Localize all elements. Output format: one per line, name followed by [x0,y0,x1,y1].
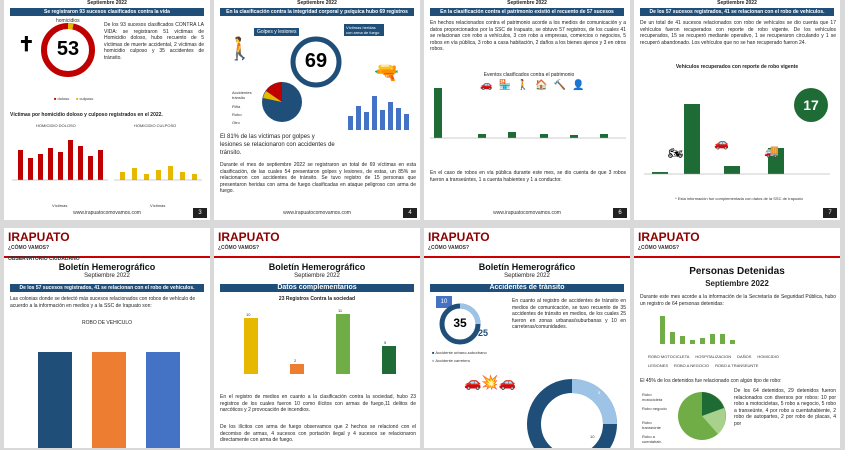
month-label: Septiembre 2022 [507,0,547,6]
total-number: 35 [453,316,467,330]
chart2-title: HOMICIDIO CULPOSO [134,123,177,128]
summary-text-2: De los 64 detenidos, 29 detenidos fueron relacionados con diversos por robos: 10 por robo a motocicletas, 5 robo a negocio, 5 robo a transeúnte, 4 por robo a cuentahabiente, 2 robo de autopartes, 2 por robo de placas, 4 por [734,388,836,427]
page-6 [424,0,630,220]
legend-doloso: ■ doloso [54,96,70,101]
month-label: Septiembre 2022 [87,0,127,6]
header [4,228,210,262]
summary-text-2: De los ilícitos con arma de fuego observamos que 2 hechos se relacionó con el decomiso de armas, 4 sucesos con portación ilegal y 4 sucesos se relacionaron directamente con arma de fuego. [220,424,416,443]
summary-text: Durante este mes acorde a la información de la Secretaría de Seguridad Pública, hubo un registro de 64 personas detenidas: [640,294,836,307]
subtitle: El 45% de los detenidos fue relacionado con algún tipo de robo: [640,378,782,384]
truck-icon: 🚚 [764,144,779,158]
pie-legend-3: Robo [232,112,242,117]
homicide-bars-chart [10,130,204,200]
month-label: Septiembre 2022 [705,279,769,288]
subtitle: Víctimas por homicidio doloso y culposo registrados en el 2022. [10,112,163,118]
page-title: Personas Detenidas [689,266,785,277]
gun-icon: 🔫 [374,62,399,84]
summary-text: En hechos relacionados contra el patrimonio acorde a los medios de comunicación y a datos proporcionados por la SSC de Irapuato, se obtuvo 57 registros, de los cuales 41 se relacionan con robo a vehículos, 3 con robo a empresas, comercios o negocios, 5 robos en vía pública, 3 robo a casa habitación, 2 daños a los bienes ajenos y 3 en otros robos. [430,20,626,52]
injury-pie [258,78,306,126]
page-3 [4,0,210,220]
summary-text: De un total de 41 sucesos relacionados con robo de vehículos se dio cuenta que 17 vehículos fueron recuperados con reporte de robo vigente. De los vehículos recuperados, 15 se recuperó mediante operativo, 1 se recuperaron circulando y 1 se recuperó abandonado. Los vehículos que no se han recuperado fueron 24. [640,20,836,46]
page-8 [4,228,210,448]
society-bars-chart [220,308,416,378]
legend-urban: ■ Accidente urbano-suburbano [432,350,487,355]
page-title: Boletín Hemerográfico [58,262,156,272]
bar-label-3: 11 [338,308,343,313]
legend-culposo: ■ culposo [76,96,94,101]
big-number: 69 [304,50,328,72]
summary-text: En cuanto al registro de accidentes de tránsito en medios de comunicación, se tuvo recuento de 35 accidentes de tránsito en medios, de los cuales 25 fueron en zonas urbanas/suburbanas y 10 en carreteras/comunidades. [512,298,626,330]
donut-label-2: 10 [590,434,595,439]
page-number: 6 [613,208,627,218]
page-title: Boletín Hemerográfico [478,262,576,272]
count-urban: 25 [478,328,489,338]
footer-url[interactable]: www.irapuatocomovamos.com [493,210,561,216]
crime-icons: 🚗🏪🚶🏠🔨👤 [480,80,591,91]
banner: Datos complementarios [220,284,414,292]
subtitle: 23 Registros Contra la sociedad [278,296,356,302]
page-7 [634,0,840,220]
footer-url[interactable]: www.irapuatocomovamos.com [283,210,351,216]
page-title: Boletín Hemerográfico [268,262,366,272]
donut-label-1: 5 [598,390,601,395]
count-small: 10 [436,296,452,308]
brand-logo: IRAPUATO ¿CÓMO VAMOS? [638,230,700,251]
page-number: 7 [823,208,837,218]
chart1-title: HOMICIDIO DOLOSO [36,123,76,128]
brand-logo: IRAPUATO ¿CÓMO VAMOS? [428,230,490,251]
brand-logo: IRAPUATO ¿CÓMO VAMOS? OBSERVATORIO CIUDADANO [8,230,80,262]
legend-highway: ■ Accidente carretero [432,358,470,363]
big-number: 17 [794,88,828,122]
summary-text: De los 93 sucesos clasificados CONTRA LA VIDA: se registraron 51 víctimas de Homicidio doloso, hubo recuento de 5 víctimas de muerte accidental, 2 víctimas de homicidio culposo y 35 accidentes de tránsito. [104,22,204,61]
summary-text-2: Durante el mes de septiembre 2022 se registraron un total de 69 víctimas en esta clasificación, de las cuales 54 presentaron golpes y lesiones, de estas, un 85% se relacionaron con accidentes de tránsito. Se tuvo registro de 15 personas que presentaron heridas con arma de fuego clasificadas en ataque peligroso con arma de fuego. [220,162,416,194]
pie-legend-1: Accidentes tránsito [232,90,252,100]
month-label: Septiembre 2022 [294,273,340,279]
banner: De los 57 sucesos registrados, 41 se relacionan con el robo de vehículos. [10,284,204,292]
brand-logo: IRAPUATO ¿CÓMO VAMOS? [218,230,280,251]
detentions-bars-chart [640,312,836,348]
header [634,228,840,258]
chart-title: ROBO DE VEHICULO [81,320,132,326]
injury-bars-chart [344,86,416,134]
recovered-bars-chart [644,90,830,186]
summary-text: En el registro de medios en cuanto a la clasificación contra la sociedad, hubo 23 registros de los cuales fueron 10 como ilícitos con armas de fuego,11 delitos de narcóticos y 2 provocación de incendios. [220,394,416,413]
car-icon: 🚗 [714,136,729,150]
note: * Esta información fue complementada con datos de la SSC de Irapuato [675,196,803,201]
banner: En la clasificación contra la integridad corporal y psíquica hubo 69 registros [220,8,414,16]
banner: Accidentes de tránsito [430,284,624,292]
pie-legend-4: Robo a cuentahab. [642,434,662,444]
page-4 [214,0,420,220]
label-heridas: Víctimas heridas con arma de fuego [344,24,384,36]
page-10 [424,228,630,448]
header [424,228,630,258]
chart2-legend: Víctimas [150,203,166,208]
banner: En la clasificación contra el patrimonio existió el recuento de 57 sucesos [430,8,624,16]
bar-label-1: 10 [246,312,251,317]
vehicle-colony-chart [10,332,206,448]
header [214,228,420,258]
chart-legend-1: ROBO MOTOCICLETA HOSPITALIZACION DAÑOS HOMICIDIO LESIONES ROBO A NEGOCIO ROBO A TRANSEUNTE [648,354,779,368]
pie-legend-2: Riña [232,104,241,109]
label-golpes: Golpes y lesiones [254,28,299,36]
page-number: 4 [403,208,417,218]
big-number: 53 [56,38,80,60]
patrimony-bars-chart [430,82,626,148]
pie-legend-1: Robo motocicleta [642,392,663,402]
page-11 [634,228,840,448]
summary-text-2: En el caso de robos en vía pública durante este mes, se dio cuenta de que 3 robos fueron a transeúntes, 1 a cuenta habientes y 1 a conductor. [430,170,626,183]
page-number: 3 [193,208,207,218]
pie-legend-2: Robo negocio [642,406,667,411]
page-9 [214,228,420,448]
footer-url[interactable]: www.irapuatocomovamos.com [73,210,141,216]
summary-text: Las colonias donde se detectó más sucesos relacionados con robos de vehículo de acuerdo a la información en medios y a la SSC de Irapuato son: [10,296,196,309]
pie-legend-4: Otro [232,120,240,125]
month-label: Septiembre 2022 [504,273,550,279]
motorcycle-icon: 🏍 [668,146,684,160]
month-label: Septiembre 2022 [717,0,757,6]
chart-title: Eventos clasificados contra el patrimonio [483,72,575,78]
bar-label-2: 2 [294,358,297,363]
chart1-legend: Víctimas [52,203,68,208]
person-icon: 🚶 [226,36,254,61]
month-label: Septiembre 2022 [297,0,337,6]
chart-title: Vehículos recuperados con reporte de robo vigente [675,64,799,70]
robbery-pie [674,388,730,444]
banner: Se registraron 93 sucesos clasificados contra la vida [10,8,204,16]
cross-icon: ✝ [18,34,35,56]
bar-label-4: 5 [384,340,387,345]
banner: De los 57 sucesos registrados, 41 se relacionan con el robo de vehículos. [640,8,834,16]
category-label: homicidios [56,18,80,24]
accident-type-donut [524,364,620,448]
pie-legend-3: Robo transeúnte [642,420,661,430]
summary-text-1: El 81% de las víctimas por golpes y lesiones se relacionaron con accidentes de tránsito. [220,134,335,156]
crash-icon: 🚗💥🚗 [464,374,517,390]
month-label: Septiembre 2022 [84,273,130,279]
